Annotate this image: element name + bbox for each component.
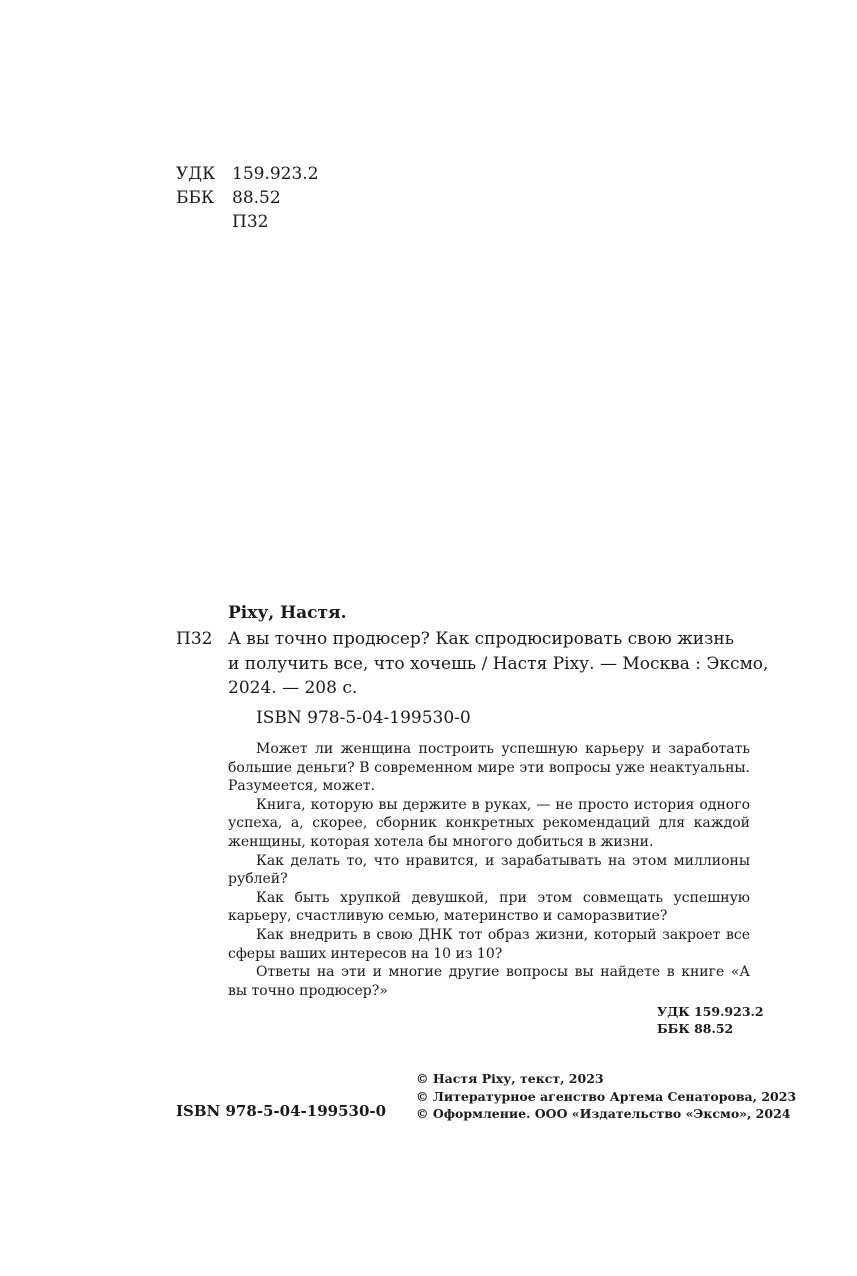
bottom-classification	[657, 1003, 764, 1037]
author-name: Ріху, Настя.	[228, 603, 347, 623]
annotation-paragraph: Как быть хрупкой девушкой, при этом совмещать успешную карьеру, счастливую семью, материнство и саморазвитие?	[228, 889, 750, 925]
description-line-3: 2024. — 208 с.	[228, 678, 358, 698]
author-mark: П32	[176, 629, 213, 649]
isbn-bottom: ISBN 978-5-04-199530-0	[176, 1102, 387, 1120]
bbk-label: ББК	[176, 188, 215, 208]
copyright-agency: © Литературное агенство Артема Сенаторова, 2023	[416, 1088, 797, 1104]
annotation-paragraph: Как делать то, что нравится, и зарабатывать на этом миллионы рублей?	[228, 852, 750, 888]
bottom-bbk: ББК 88.52	[657, 1021, 734, 1036]
author-mark-top: П32	[232, 212, 269, 232]
top-classification	[176, 162, 356, 234]
copyright-text: © Настя Ріху, текст, 2023	[416, 1071, 604, 1086]
annotation-paragraph: Как внедрить в свою ДНК тот образ жизни, который закроет все сферы ваших интересов на 10 из 10?	[228, 926, 750, 962]
description-line-2: и получить все, что хочешь / Настя Ріху. — Москва : Эксмо,	[228, 653, 769, 674]
copyright-design: © Оформление. ООО «Издательство «Эксмо», 2024	[416, 1106, 791, 1121]
annotation-paragraph: Может ли женщина построить успешную карьеру и заработать большие деньги? В современном мире эти вопросы уже неактуальны. Разумеется, может.	[228, 741, 750, 795]
udk-label: УДК	[176, 164, 216, 184]
udk-code: 159.923.2	[232, 164, 319, 184]
description-line-1: А вы точно продюсер? Как спродюсировать свою жизнь	[228, 629, 734, 649]
annotation-paragraph: Книга, которую вы держите в руках, — не просто история одного успеха, а, скорее, сборник конкретных рекомендаций для каждой женщины, которая хотела бы многого добиться в жизни.	[228, 796, 750, 850]
isbn-main: ISBN 978-5-04-199530-0	[256, 708, 471, 728]
bbk-code: 88.52	[232, 188, 281, 208]
copyright-block	[416, 1070, 796, 1123]
bottom-udk: УДК 159.923.2	[657, 1004, 764, 1019]
annotation	[228, 740, 750, 1000]
annotation-paragraph: Ответы на эти и многие другие вопросы вы найдете в книге «А вы точно продюсер?»	[228, 964, 750, 999]
